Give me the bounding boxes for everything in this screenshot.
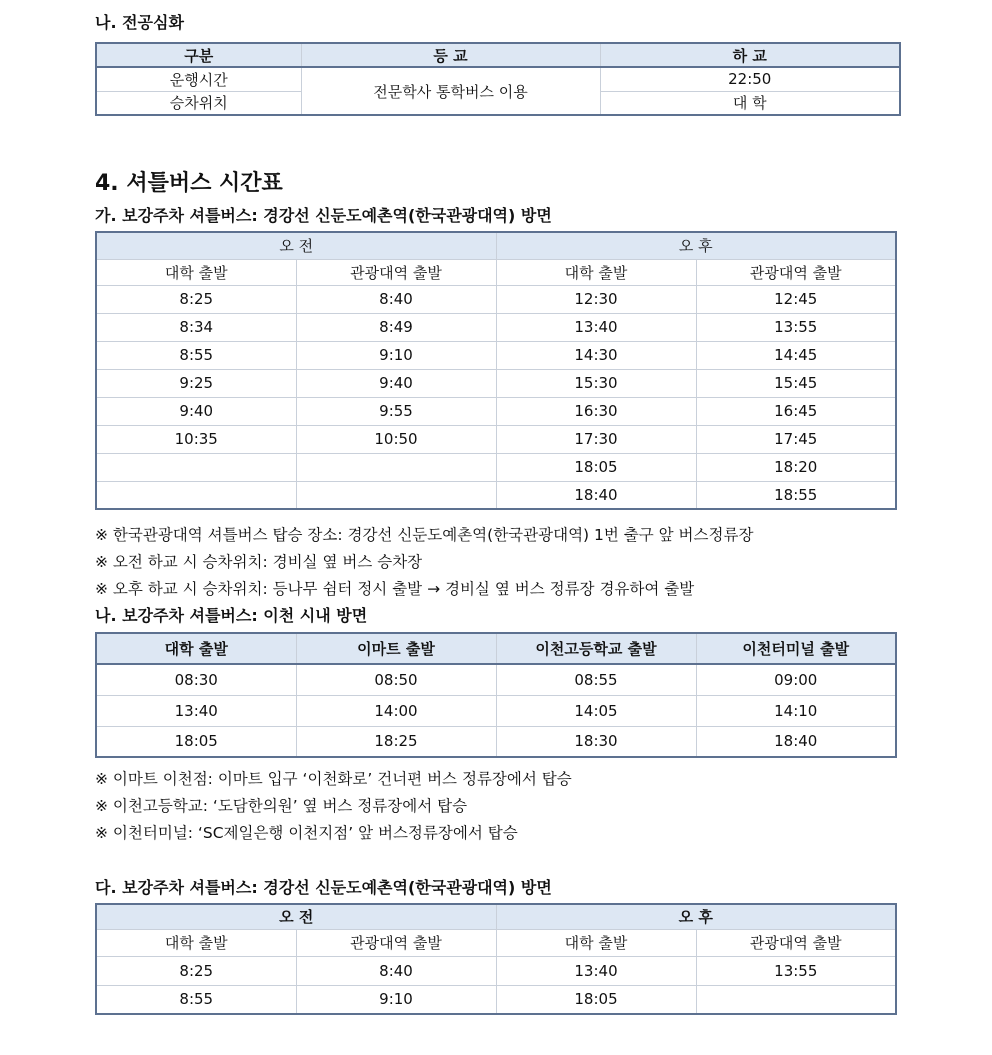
table-row bbox=[96, 397, 896, 425]
time-cell: 9:40 bbox=[96, 397, 296, 425]
header-from-school: 하 교 bbox=[600, 43, 900, 67]
table-row bbox=[96, 985, 896, 1014]
table-row bbox=[96, 481, 896, 509]
header-category: 구분 bbox=[96, 43, 301, 67]
col-header: 이천터미널 출발 bbox=[696, 633, 896, 664]
time-cell: 8:49 bbox=[296, 313, 496, 341]
time-cell: 8:25 bbox=[96, 285, 296, 313]
col-header: 대학 출발 bbox=[496, 259, 696, 285]
time-cell bbox=[696, 985, 896, 1014]
note-ga-3: ※ 오후 하교 시 승차위치: 등나무 쉼터 정시 출발 → 경비실 옆 버스 정류장 경유하여 출발 bbox=[95, 580, 695, 598]
col-header: 이천고등학교 출발 bbox=[496, 633, 696, 664]
time-cell: 9:55 bbox=[296, 397, 496, 425]
time-cell: 14:30 bbox=[496, 341, 696, 369]
time-cell: 18:05 bbox=[496, 453, 696, 481]
time-cell: 18:40 bbox=[496, 481, 696, 509]
time-cell: 13:40 bbox=[496, 313, 696, 341]
am-header: 오 전 bbox=[96, 232, 496, 259]
time-cell: 14:05 bbox=[496, 695, 696, 726]
time-cell bbox=[296, 453, 496, 481]
section-heading-ga: 가. 보강주차 셔틀버스: 경강선 신둔도예촌역(한국관광대역) 방면 bbox=[95, 206, 552, 225]
note-ga-2: ※ 오전 하교 시 승차위치: 경비실 옆 버스 승차장 bbox=[95, 553, 423, 571]
table-row bbox=[96, 726, 896, 757]
time-cell: 10:35 bbox=[96, 425, 296, 453]
col-header: 관광대역 출발 bbox=[296, 929, 496, 956]
table-row bbox=[96, 369, 896, 397]
pm-header: 오 후 bbox=[496, 904, 896, 929]
time-cell: 8:40 bbox=[296, 285, 496, 313]
col-header: 대학 출발 bbox=[96, 633, 296, 664]
time-cell: 13:40 bbox=[496, 956, 696, 985]
time-cell: 17:30 bbox=[496, 425, 696, 453]
section-heading-major: 나. 전공심화 bbox=[95, 13, 184, 32]
time-cell: 18:30 bbox=[496, 726, 696, 757]
time-cell: 12:30 bbox=[496, 285, 696, 313]
col-header: 이마트 출발 bbox=[296, 633, 496, 664]
from-school-location: 대 학 bbox=[600, 91, 900, 115]
table-row bbox=[96, 956, 896, 985]
col-header: 대학 출발 bbox=[496, 929, 696, 956]
time-cell: 15:30 bbox=[496, 369, 696, 397]
time-cell: 18:05 bbox=[496, 985, 696, 1014]
table-row bbox=[96, 664, 896, 695]
time-cell: 9:10 bbox=[296, 985, 496, 1014]
row-label-time: 운행시간 bbox=[96, 67, 301, 91]
from-school-time: 22:50 bbox=[600, 67, 900, 91]
time-cell: 8:40 bbox=[296, 956, 496, 985]
time-cell: 12:45 bbox=[696, 285, 896, 313]
note-ga-1: ※ 한국관광대역 셔틀버스 탑승 장소: 경강선 신둔도예촌역(한국관광대역) 1번 출구 앞 버스정류장 bbox=[95, 526, 754, 544]
col-header: 관광대역 출발 bbox=[696, 929, 896, 956]
time-cell: 08:30 bbox=[96, 664, 296, 695]
shuttle-table-ga bbox=[95, 231, 897, 510]
time-cell: 14:00 bbox=[296, 695, 496, 726]
note-icheon-3: ※ 이천터미널: ‘SC제일은행 이천지점’ 앞 버스정류장에서 탑승 bbox=[95, 824, 518, 842]
row-label-location: 승차위치 bbox=[96, 91, 301, 115]
time-cell: 15:45 bbox=[696, 369, 896, 397]
pm-header: 오 후 bbox=[496, 232, 896, 259]
col-header: 대학 출발 bbox=[96, 259, 296, 285]
time-cell bbox=[96, 453, 296, 481]
time-cell: 18:05 bbox=[96, 726, 296, 757]
time-cell: 08:55 bbox=[496, 664, 696, 695]
time-cell: 16:45 bbox=[696, 397, 896, 425]
table-row bbox=[96, 341, 896, 369]
time-cell: 8:55 bbox=[96, 985, 296, 1014]
note-icheon-2: ※ 이천고등학교: ‘도담한의원’ 옆 버스 정류장에서 탑승 bbox=[95, 797, 468, 815]
col-header: 관광대역 출발 bbox=[696, 259, 896, 285]
merged-to-school-cell: 전문학사 통학버스 이용 bbox=[301, 67, 600, 115]
time-cell: 13:40 bbox=[96, 695, 296, 726]
time-cell: 09:00 bbox=[696, 664, 896, 695]
time-cell: 8:55 bbox=[96, 341, 296, 369]
time-cell: 18:55 bbox=[696, 481, 896, 509]
time-cell: 14:45 bbox=[696, 341, 896, 369]
table-row bbox=[96, 453, 896, 481]
time-cell: 10:50 bbox=[296, 425, 496, 453]
time-cell: 16:30 bbox=[496, 397, 696, 425]
table-row bbox=[96, 425, 896, 453]
shuttle-table-da bbox=[95, 903, 897, 1015]
table-row bbox=[96, 285, 896, 313]
shuttle-timetable-title: 4. 셔틀버스 시간표 bbox=[95, 171, 283, 196]
time-cell: 8:25 bbox=[96, 956, 296, 985]
table-row bbox=[96, 313, 896, 341]
time-cell: 8:34 bbox=[96, 313, 296, 341]
am-header: 오 전 bbox=[96, 904, 496, 929]
time-cell: 18:40 bbox=[696, 726, 896, 757]
time-cell: 17:45 bbox=[696, 425, 896, 453]
section-heading-icheon: 나. 보강주차 셔틀버스: 이천 시내 방면 bbox=[95, 606, 368, 625]
col-header: 관광대역 출발 bbox=[296, 259, 496, 285]
time-cell: 9:10 bbox=[296, 341, 496, 369]
table-row bbox=[96, 695, 896, 726]
note-icheon-1: ※ 이마트 이천점: 이마트 입구 ‘이천화로’ 건너편 버스 정류장에서 탑승 bbox=[95, 770, 572, 788]
time-cell: 9:40 bbox=[296, 369, 496, 397]
time-cell: 14:10 bbox=[696, 695, 896, 726]
time-cell: 13:55 bbox=[696, 956, 896, 985]
time-cell bbox=[296, 481, 496, 509]
time-cell: 9:25 bbox=[96, 369, 296, 397]
shuttle-table-icheon bbox=[95, 632, 897, 758]
time-cell: 08:50 bbox=[296, 664, 496, 695]
time-cell: 13:55 bbox=[696, 313, 896, 341]
header-to-school: 등 교 bbox=[301, 43, 600, 67]
time-cell: 18:20 bbox=[696, 453, 896, 481]
major-course-table bbox=[95, 42, 901, 116]
col-header: 대학 출발 bbox=[96, 929, 296, 956]
section-heading-da: 다. 보강주차 셔틀버스: 경강선 신둔도예촌역(한국관광대역) 방면 bbox=[95, 878, 552, 897]
time-cell bbox=[96, 481, 296, 509]
time-cell: 18:25 bbox=[296, 726, 496, 757]
